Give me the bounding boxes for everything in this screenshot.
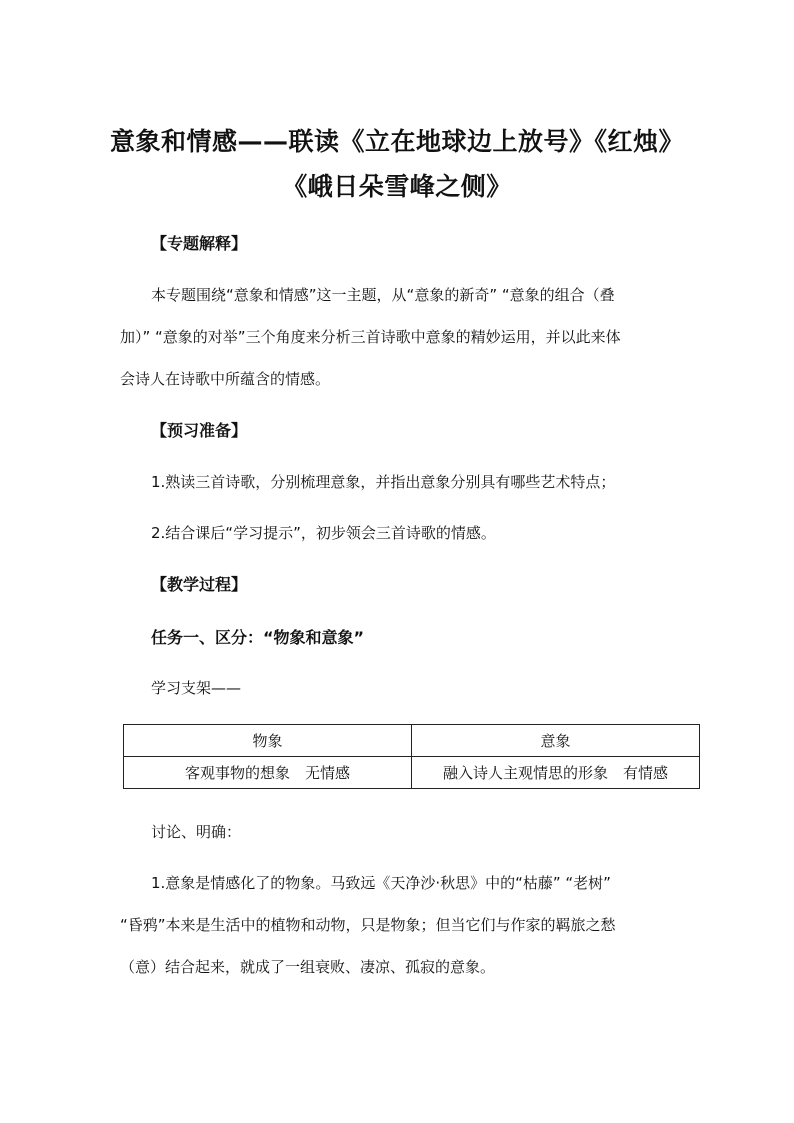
section-heading-preview: 【预习准备】: [151, 421, 248, 440]
table-header-row: [124, 725, 700, 757]
document-title-line-1: 意象和情感——联读《立在地球边上放号》《红烛》: [109, 127, 684, 156]
table-header-cell: 物象: [124, 725, 412, 757]
table-cell: 客观事物的想象 无情感: [124, 757, 412, 789]
comparison-table: [123, 724, 700, 789]
document-title-line-2: 《峨日朵雪峰之侧》: [282, 172, 512, 201]
section-heading-topic-explanation: 【专题解释】: [151, 234, 248, 253]
table-cell: 融入诗人主观情思的形象 有情感: [412, 757, 700, 789]
discussion-label: 讨论、明确：: [151, 823, 242, 841]
table-header-cell: 意象: [412, 725, 700, 757]
topic-paragraph-line-2: 加）” “意象的对举”三个角度来分析三首诗歌中意象的精妙运用，并以此来体: [120, 328, 621, 346]
task-1-heading: 任务一、区分：“物象和意象”: [151, 628, 365, 647]
section-heading-teaching-process: 【教学过程】: [151, 575, 248, 594]
discussion-paragraph-line-1: 1.意象是情感化了的物象。马致远《天净沙·秋思》中的“枯藤” “老树”: [151, 874, 611, 892]
table-row: [124, 757, 700, 789]
prep-item-1: 1.熟读三首诗歌，分别梳理意象，并指出意象分别具有哪些艺术特点；: [151, 473, 616, 491]
topic-paragraph-line-3: 会诗人在诗歌中所蕴含的情感。: [120, 370, 331, 388]
topic-paragraph-line-1: 本专题围绕“意象和情感”这一主题，从“意象的新奇” “意象的组合（叠: [151, 286, 615, 304]
prep-item-2: 2.结合课后“学习提示”，初步领会三首诗歌的情感。: [151, 524, 496, 542]
discussion-paragraph-line-2: “昏鸦”本来是生活中的植物和动物，只是物象；但当它们与作家的羁旅之愁: [120, 916, 616, 934]
discussion-paragraph-line-3: （意）结合起来，就成了一组衰败、凄凉、孤寂的意象。: [120, 958, 496, 976]
scaffold-label: 学习支架——: [151, 679, 242, 697]
